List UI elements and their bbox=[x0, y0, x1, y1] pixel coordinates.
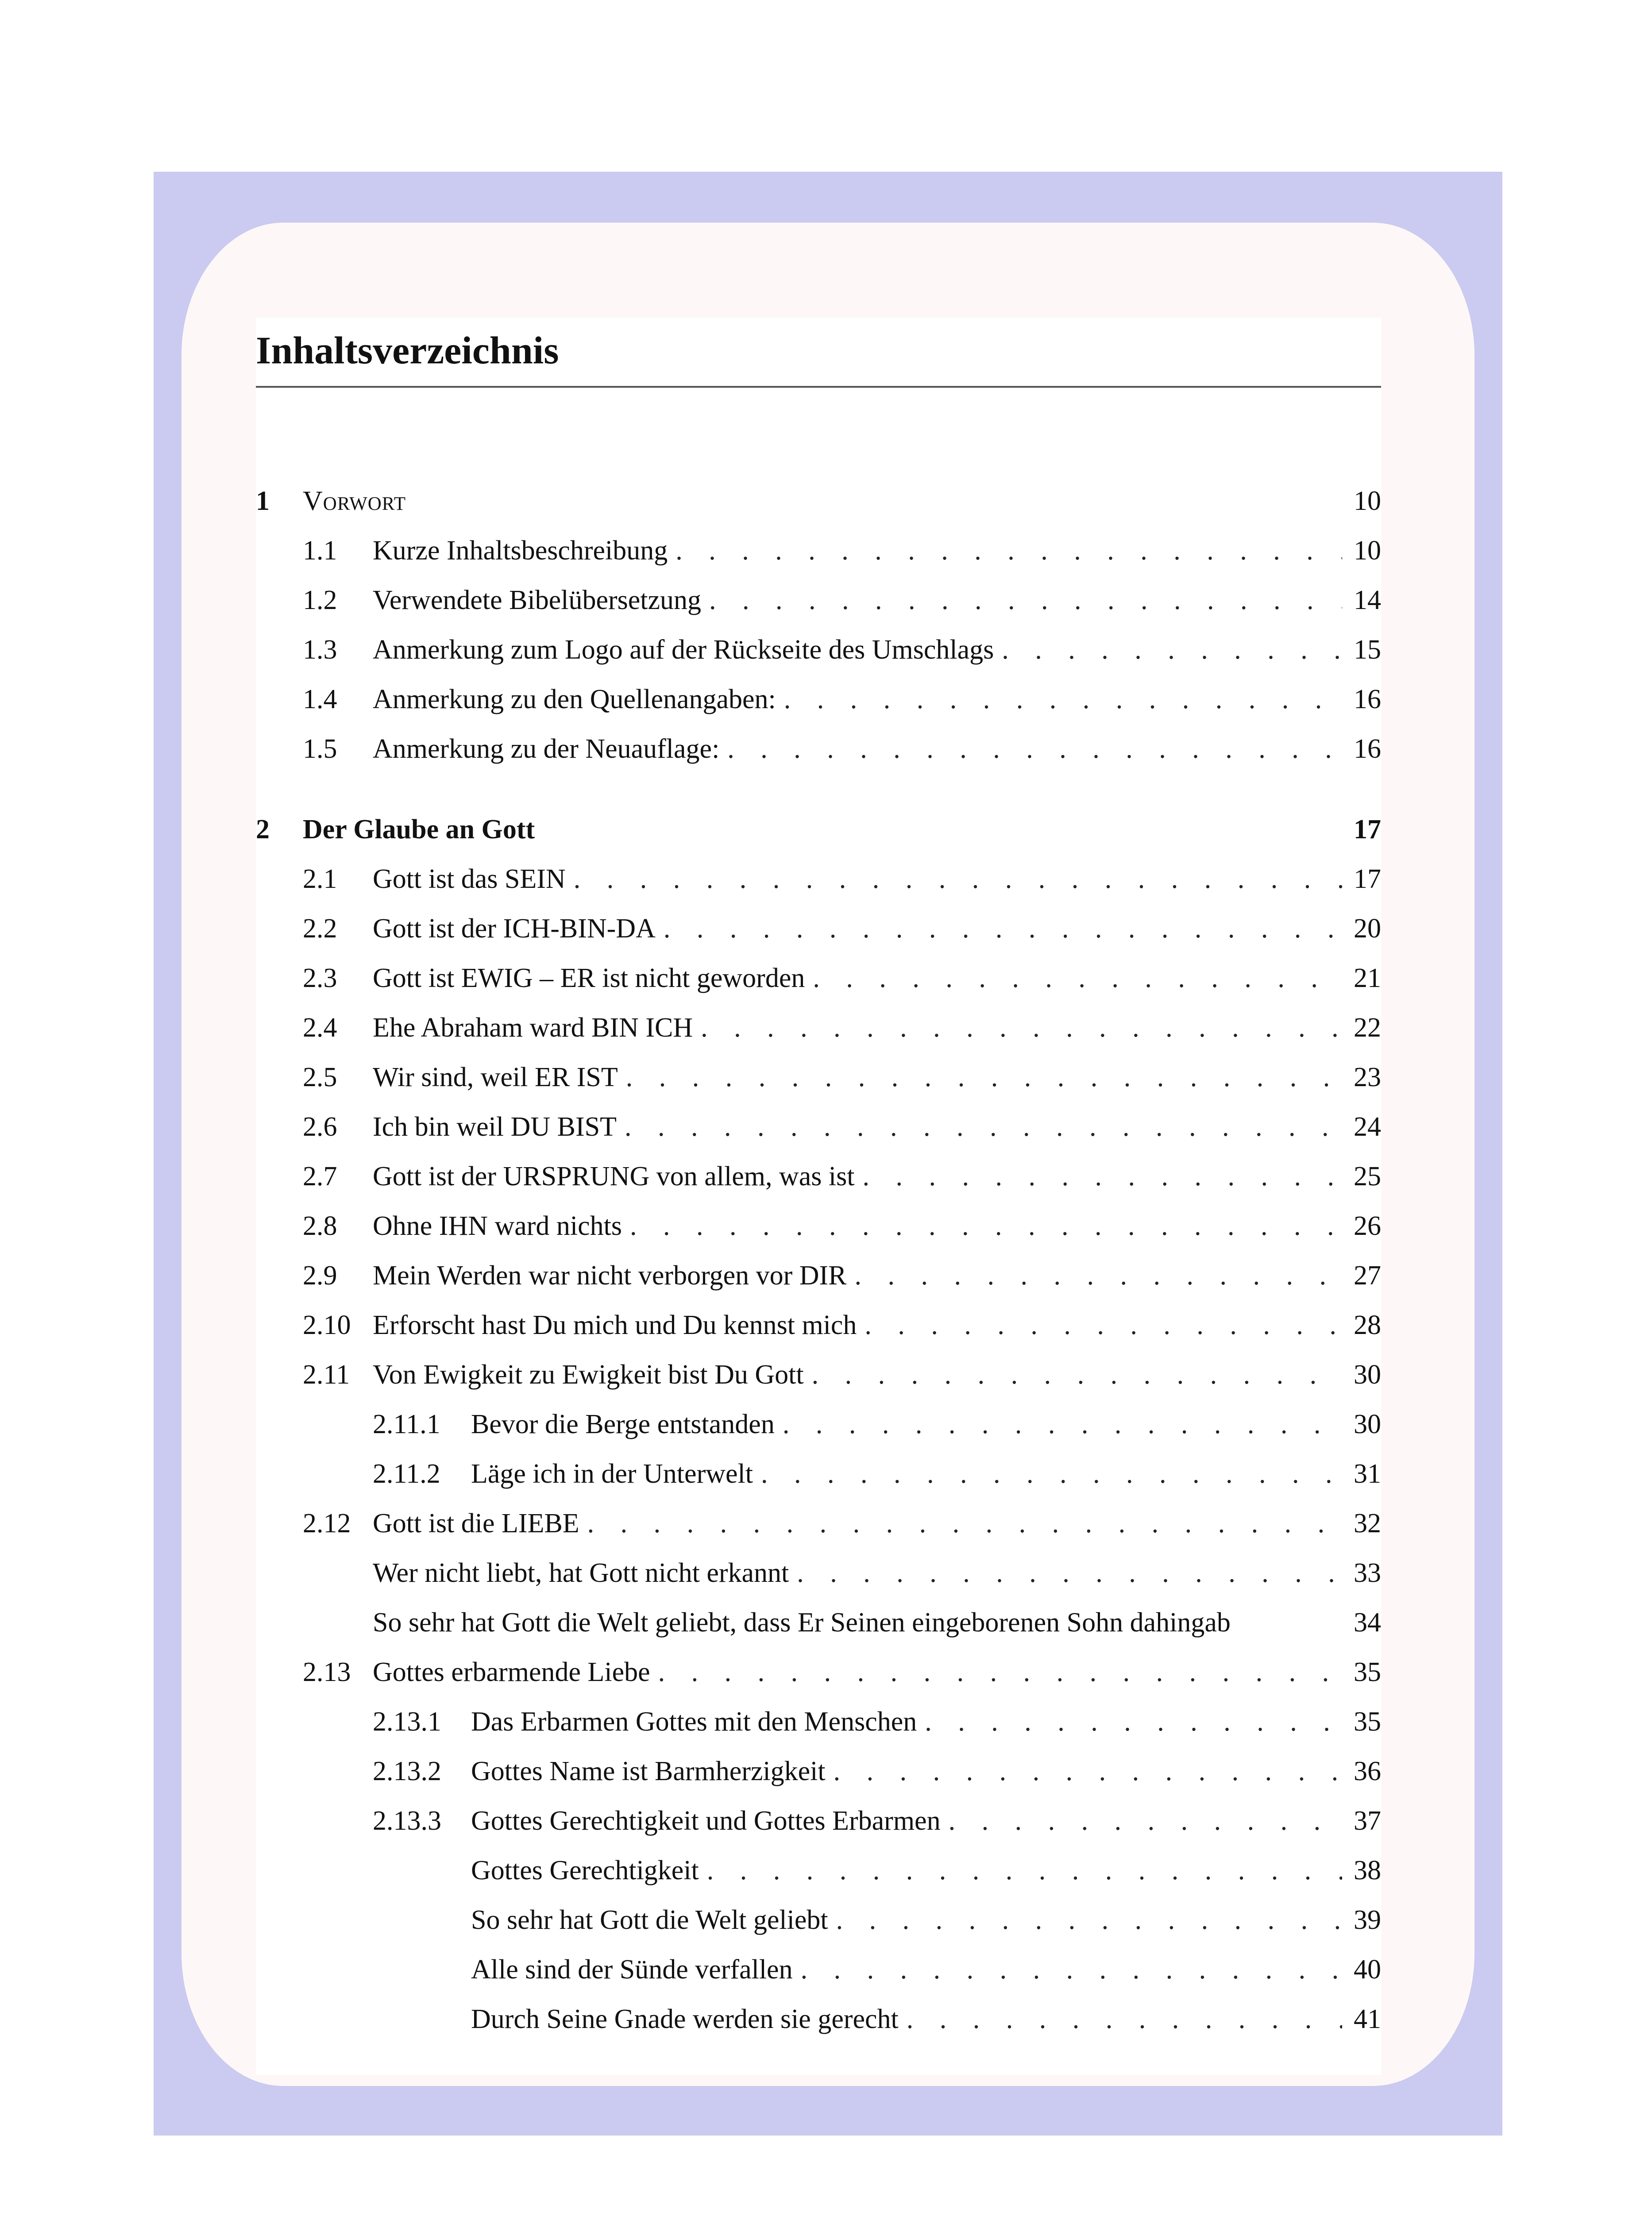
entry-title: Wer nicht liebt, hat Gott nicht erkannt bbox=[373, 1558, 789, 1588]
entry-title: Wir sind, weil ER IST bbox=[373, 1062, 618, 1092]
entry-number: 2.13 bbox=[303, 1657, 351, 1687]
toc-entry[interactable] bbox=[256, 1102, 1381, 1152]
entry-number: 1.3 bbox=[303, 635, 337, 665]
toc-entry[interactable] bbox=[256, 854, 1381, 904]
entry-title: Ehe Abraham ward BIN ICH bbox=[373, 1013, 693, 1043]
toc-title: Inhaltsverzeichnis bbox=[256, 318, 1381, 388]
entry-number: 2.9 bbox=[303, 1261, 337, 1291]
entry-number: 2.12 bbox=[303, 1508, 351, 1538]
dot-leader bbox=[949, 1796, 1342, 1846]
toc-entry[interactable] bbox=[256, 625, 1381, 675]
entry-title: Anmerkung zum Logo auf der Rückseite des Umschlags bbox=[373, 635, 994, 665]
entry-page: 21 bbox=[1354, 963, 1381, 993]
entry-title: Gottes erbarmende Liebe bbox=[373, 1657, 650, 1687]
entry-page: 30 bbox=[1354, 1409, 1381, 1439]
entry-page: 14 bbox=[1354, 585, 1381, 615]
entry-title: Gott ist die LIEBE bbox=[373, 1508, 579, 1538]
entry-title: Verwendete Bibelübersetzung bbox=[373, 585, 702, 615]
toc-entry[interactable] bbox=[256, 575, 1381, 625]
toc-entry[interactable] bbox=[256, 1449, 1381, 1499]
dot-leader bbox=[707, 1846, 1342, 1895]
toc-entry[interactable] bbox=[256, 1598, 1381, 1647]
toc-entry[interactable] bbox=[256, 675, 1381, 724]
entry-page: 26 bbox=[1354, 1211, 1381, 1241]
dot-leader bbox=[587, 1499, 1342, 1548]
entry-number: 2.11.1 bbox=[373, 1409, 440, 1439]
chapter-1-heading[interactable] bbox=[256, 476, 1381, 526]
toc-entry[interactable] bbox=[256, 1400, 1381, 1449]
toc-entry[interactable] bbox=[256, 953, 1381, 1003]
dot-leader bbox=[761, 1449, 1342, 1499]
toc-entry[interactable] bbox=[256, 1945, 1381, 1994]
dot-leader bbox=[836, 1895, 1342, 1945]
entry-title: Gott ist EWIG – ER ist nicht geworden bbox=[373, 963, 805, 993]
entry-page: 15 bbox=[1354, 635, 1381, 665]
entry-number: 2.6 bbox=[303, 1112, 337, 1142]
entry-title: Kurze Inhaltsbeschreibung bbox=[373, 536, 668, 566]
entry-number: 2.11 bbox=[303, 1360, 350, 1390]
chapter-title: Vorwort bbox=[303, 486, 406, 516]
entry-title: Durch Seine Gnade werden sie gerecht bbox=[471, 2004, 899, 2034]
entry-page: 20 bbox=[1354, 914, 1381, 944]
entry-title: So sehr hat Gott die Welt geliebt, dass Er Seinen eingeborenen Sohn dahingab bbox=[373, 1608, 1231, 1638]
dot-leader bbox=[709, 575, 1342, 625]
entry-page: 17 bbox=[1354, 864, 1381, 894]
toc-entry[interactable] bbox=[256, 1548, 1381, 1598]
toc-entry[interactable] bbox=[256, 1300, 1381, 1350]
entry-title: Mein Werden war nicht verborgen vor DIR bbox=[373, 1261, 847, 1291]
toc-entry[interactable] bbox=[256, 1350, 1381, 1400]
entry-page: 23 bbox=[1354, 1062, 1381, 1092]
entry-number: 2.13.1 bbox=[373, 1707, 441, 1737]
entry-page: 35 bbox=[1354, 1707, 1381, 1737]
dot-leader bbox=[834, 1746, 1342, 1796]
entry-page: 35 bbox=[1354, 1657, 1381, 1687]
dot-leader bbox=[907, 1994, 1342, 2044]
entry-title: Ich bin weil DU BIST bbox=[373, 1112, 617, 1142]
entry-title: Ohne IHN ward nichts bbox=[373, 1211, 622, 1241]
entry-number: 2.1 bbox=[303, 864, 337, 894]
entry-title: So sehr hat Gott die Welt geliebt bbox=[471, 1905, 828, 1935]
dot-leader bbox=[783, 1400, 1342, 1449]
entry-title: Gott ist der URSPRUNG von allem, was ist bbox=[373, 1161, 855, 1191]
entry-title: Erforscht hast Du mich und Du kennst mich bbox=[373, 1310, 857, 1340]
entry-title: Gottes Gerechtigkeit und Gottes Erbarmen bbox=[471, 1806, 941, 1836]
entry-page: 41 bbox=[1354, 2004, 1381, 2034]
entry-number: 2.2 bbox=[303, 914, 337, 944]
entry-page: 25 bbox=[1354, 1161, 1381, 1191]
entry-page: 37 bbox=[1354, 1806, 1381, 1836]
entry-page: 36 bbox=[1354, 1756, 1381, 1786]
entry-title: Das Erbarmen Gottes mit den Menschen bbox=[471, 1707, 917, 1737]
toc-entry[interactable] bbox=[256, 1796, 1381, 1846]
entry-number: 1.1 bbox=[303, 536, 337, 566]
dot-leader bbox=[797, 1548, 1342, 1598]
entry-page: 10 bbox=[1354, 536, 1381, 566]
entry-number: 2.5 bbox=[303, 1062, 337, 1092]
entry-number: 2.3 bbox=[303, 963, 337, 993]
entry-page: 30 bbox=[1354, 1360, 1381, 1390]
table-of-contents bbox=[256, 318, 1381, 2075]
entry-page: 31 bbox=[1354, 1459, 1381, 1489]
toc-entry[interactable] bbox=[256, 1053, 1381, 1102]
page-frame bbox=[154, 172, 1502, 2136]
entry-page: 32 bbox=[1354, 1508, 1381, 1538]
entry-number: 2.8 bbox=[303, 1211, 337, 1241]
toc-entry[interactable] bbox=[256, 1499, 1381, 1548]
dot-leader bbox=[862, 1152, 1342, 1201]
toc-entry[interactable] bbox=[256, 1251, 1381, 1300]
entry-page: 28 bbox=[1354, 1310, 1381, 1340]
chapter-page: 10 bbox=[1354, 486, 1381, 516]
dot-leader bbox=[813, 953, 1342, 1003]
toc-entry[interactable] bbox=[256, 1003, 1381, 1053]
entry-page: 27 bbox=[1354, 1261, 1381, 1291]
toc-entry[interactable] bbox=[256, 1746, 1381, 1796]
entry-title: Bevor die Berge entstanden bbox=[471, 1409, 775, 1439]
entry-number: 1.4 bbox=[303, 684, 337, 714]
entry-title: Gottes Name ist Barmherzigkeit bbox=[471, 1756, 826, 1786]
toc-entry[interactable] bbox=[256, 1994, 1381, 2044]
entry-page: 39 bbox=[1354, 1905, 1381, 1935]
entry-title: Läge ich in der Unterwelt bbox=[471, 1459, 753, 1489]
chapter-number: 1 bbox=[256, 486, 270, 516]
entry-page: 22 bbox=[1354, 1013, 1381, 1043]
entry-number: 1.2 bbox=[303, 585, 337, 615]
entry-title: Anmerkung zu den Quellenangaben: bbox=[373, 684, 776, 714]
entry-number: 2.7 bbox=[303, 1161, 337, 1191]
entry-page: 16 bbox=[1354, 734, 1381, 764]
chapter-title: Der Glaube an Gott bbox=[303, 814, 535, 844]
entry-number: 2.10 bbox=[303, 1310, 351, 1340]
entry-title: Gott ist der ICH-BIN-DA bbox=[373, 914, 656, 944]
dot-leader bbox=[658, 1647, 1342, 1697]
toc-entry[interactable] bbox=[256, 1647, 1381, 1697]
content-card bbox=[181, 223, 1474, 2086]
dot-leader bbox=[801, 1945, 1342, 1994]
dot-leader bbox=[865, 1300, 1342, 1350]
dot-leader bbox=[625, 1102, 1342, 1152]
dot-leader bbox=[812, 1350, 1342, 1400]
dot-leader bbox=[925, 1697, 1342, 1746]
dot-leader bbox=[855, 1251, 1342, 1300]
dot-leader bbox=[630, 1201, 1342, 1251]
toc-entry[interactable] bbox=[256, 1895, 1381, 1945]
chapter-2-heading[interactable] bbox=[256, 805, 1381, 854]
toc-entry[interactable] bbox=[256, 1846, 1381, 1895]
entry-number: 1.5 bbox=[303, 734, 337, 764]
toc-entry[interactable] bbox=[256, 1201, 1381, 1251]
entry-page: 40 bbox=[1354, 1955, 1381, 1985]
entry-page: 24 bbox=[1354, 1112, 1381, 1142]
toc-entry[interactable] bbox=[256, 724, 1381, 774]
dot-leader bbox=[664, 904, 1342, 953]
entry-number: 2.13.3 bbox=[373, 1806, 441, 1836]
dot-leader bbox=[626, 1053, 1342, 1102]
dot-leader bbox=[727, 724, 1342, 774]
entry-title: Gottes Gerechtigkeit bbox=[471, 1855, 699, 1885]
entry-page: 16 bbox=[1354, 684, 1381, 714]
entry-title: Alle sind der Sünde verfallen bbox=[471, 1955, 793, 1985]
entry-title: Gott ist das SEIN bbox=[373, 864, 566, 894]
toc-entry[interactable] bbox=[256, 526, 1381, 575]
entry-number: 2.4 bbox=[303, 1013, 337, 1043]
dot-leader bbox=[675, 526, 1342, 575]
entry-page: 38 bbox=[1354, 1855, 1381, 1885]
chapter-page: 17 bbox=[1354, 814, 1381, 844]
dot-leader bbox=[701, 1003, 1342, 1053]
chapter-number: 2 bbox=[256, 814, 270, 844]
entry-page: 33 bbox=[1354, 1558, 1381, 1588]
dot-leader bbox=[784, 675, 1342, 724]
dot-leader bbox=[574, 854, 1342, 904]
entry-number: 2.11.2 bbox=[373, 1459, 440, 1489]
entry-number: 2.13.2 bbox=[373, 1756, 441, 1786]
entry-page: 34 bbox=[1354, 1608, 1381, 1638]
entry-title: Anmerkung zu der Neuauflage: bbox=[373, 734, 720, 764]
entry-title: Von Ewigkeit zu Ewigkeit bist Du Gott bbox=[373, 1360, 804, 1390]
toc-entry[interactable] bbox=[256, 904, 1381, 953]
toc-entry[interactable] bbox=[256, 1697, 1381, 1746]
dot-leader bbox=[1002, 625, 1342, 675]
toc-entry[interactable] bbox=[256, 1152, 1381, 1201]
